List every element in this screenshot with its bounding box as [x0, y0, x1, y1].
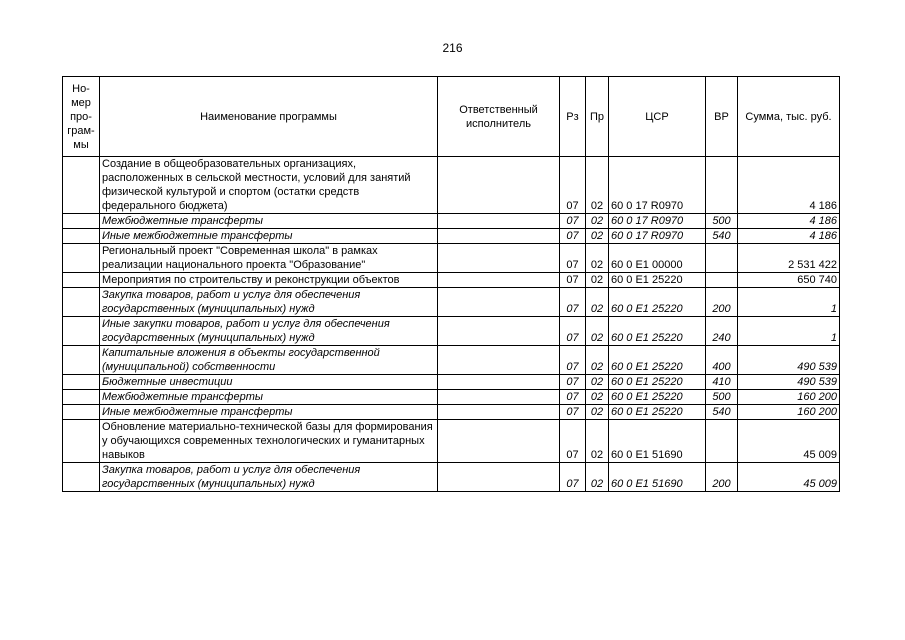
cell-name: Мероприятия по строительству и реконструкции объектов	[100, 273, 438, 288]
cell-number	[63, 317, 100, 346]
table-row	[63, 244, 840, 273]
cell-rz: 07	[560, 244, 586, 273]
budget-table	[62, 76, 840, 492]
cell-responsible	[438, 405, 560, 420]
cell-csr: 60 0 17 R0970	[609, 157, 706, 214]
header-csr: ЦСР	[609, 77, 706, 157]
table-row	[63, 229, 840, 244]
cell-rz: 07	[560, 214, 586, 229]
cell-vr: 500	[706, 214, 738, 229]
cell-rz: 07	[560, 317, 586, 346]
cell-number	[63, 229, 100, 244]
cell-vr	[706, 273, 738, 288]
cell-name: Создание в общеобразовательных организациях, расположенных в сельской местности, условий для занятий физической культурой и спортом (остатки средств федерального бюджета)	[100, 157, 438, 214]
cell-number	[63, 375, 100, 390]
cell-name: Бюджетные инвестиции	[100, 375, 438, 390]
cell-responsible	[438, 346, 560, 375]
cell-name: Обновление материально-технической базы для формирования у обучающихся современных технологических и гуманитарных навыков	[100, 420, 438, 463]
cell-responsible	[438, 229, 560, 244]
cell-csr: 60 0 17 R0970	[609, 229, 706, 244]
table-row	[63, 375, 840, 390]
cell-vr: 410	[706, 375, 738, 390]
cell-csr: 60 0 E1 51690	[609, 463, 706, 492]
cell-rz: 07	[560, 157, 586, 214]
header-program-number: Но-мер про-грам-мы	[63, 77, 100, 157]
cell-vr: 200	[706, 288, 738, 317]
table-row	[63, 317, 840, 346]
cell-pr: 02	[586, 273, 609, 288]
cell-vr	[706, 157, 738, 214]
cell-vr: 540	[706, 405, 738, 420]
table-row	[63, 157, 840, 214]
table-row	[63, 420, 840, 463]
cell-rz: 07	[560, 346, 586, 375]
cell-pr: 02	[586, 244, 609, 273]
cell-responsible	[438, 463, 560, 492]
cell-sum: 4 186	[738, 229, 840, 244]
cell-rz: 07	[560, 375, 586, 390]
cell-csr: 60 0 E1 25220	[609, 346, 706, 375]
cell-sum: 4 186	[738, 214, 840, 229]
cell-pr: 02	[586, 405, 609, 420]
cell-rz: 07	[560, 288, 586, 317]
cell-pr: 02	[586, 229, 609, 244]
cell-number	[63, 346, 100, 375]
cell-rz: 07	[560, 390, 586, 405]
table-row	[63, 463, 840, 492]
cell-name: Иные межбюджетные трансферты	[100, 405, 438, 420]
cell-sum: 2 531 422	[738, 244, 840, 273]
cell-sum: 1	[738, 288, 840, 317]
cell-name: Капитальные вложения в объекты государственной (муниципальной) собственности	[100, 346, 438, 375]
cell-pr: 02	[586, 375, 609, 390]
cell-responsible	[438, 214, 560, 229]
header-sum: Сумма, тыс. руб.	[738, 77, 840, 157]
cell-responsible	[438, 288, 560, 317]
cell-pr: 02	[586, 157, 609, 214]
cell-sum: 490 539	[738, 375, 840, 390]
table-row	[63, 214, 840, 229]
cell-sum: 490 539	[738, 346, 840, 375]
cell-rz: 07	[560, 463, 586, 492]
cell-responsible	[438, 273, 560, 288]
cell-pr: 02	[586, 463, 609, 492]
table-row	[63, 288, 840, 317]
cell-name: Межбюджетные трансферты	[100, 214, 438, 229]
cell-vr	[706, 244, 738, 273]
cell-number	[63, 157, 100, 214]
header-vr: ВР	[706, 77, 738, 157]
cell-csr: 60 0 E1 25220	[609, 405, 706, 420]
cell-name: Региональный проект "Современная школа" в рамках реализации национального проекта "Образование"	[100, 244, 438, 273]
cell-vr: 500	[706, 390, 738, 405]
cell-number	[63, 420, 100, 463]
cell-name: Закупка товаров, работ и услуг для обеспечения государственных (муниципальных) нужд	[100, 288, 438, 317]
cell-csr: 60 0 E1 25220	[609, 390, 706, 405]
table-row	[63, 405, 840, 420]
page-number: 216	[442, 41, 463, 55]
cell-number	[63, 244, 100, 273]
table-row	[63, 273, 840, 288]
cell-sum: 4 186	[738, 157, 840, 214]
cell-pr: 02	[586, 214, 609, 229]
cell-name: Иные закупки товаров, работ и услуг для обеспечения государственных (муниципальных) нужд	[100, 317, 438, 346]
cell-rz: 07	[560, 420, 586, 463]
table-row	[63, 390, 840, 405]
cell-sum: 160 200	[738, 390, 840, 405]
cell-vr	[706, 420, 738, 463]
header-rz: Рз	[560, 77, 586, 157]
cell-sum: 45 009	[738, 463, 840, 492]
cell-pr: 02	[586, 420, 609, 463]
header-program-name: Наименование программы	[100, 77, 438, 157]
cell-number	[63, 288, 100, 317]
cell-number	[63, 463, 100, 492]
cell-number	[63, 390, 100, 405]
cell-csr: 60 0 E1 25220	[609, 317, 706, 346]
cell-sum: 650 740	[738, 273, 840, 288]
cell-pr: 02	[586, 317, 609, 346]
cell-responsible	[438, 390, 560, 405]
header-responsible: Ответственный исполнитель	[438, 77, 560, 157]
cell-name: Иные межбюджетные трансферты	[100, 229, 438, 244]
cell-responsible	[438, 375, 560, 390]
table-header-row	[63, 77, 840, 157]
cell-csr: 60 0 17 R0970	[609, 214, 706, 229]
cell-responsible	[438, 244, 560, 273]
cell-sum: 1	[738, 317, 840, 346]
cell-name: Межбюджетные трансферты	[100, 390, 438, 405]
cell-responsible	[438, 317, 560, 346]
cell-pr: 02	[586, 346, 609, 375]
cell-sum: 160 200	[738, 405, 840, 420]
cell-pr: 02	[586, 390, 609, 405]
cell-vr: 240	[706, 317, 738, 346]
cell-csr: 60 0 E1 51690	[609, 420, 706, 463]
cell-sum: 45 009	[738, 420, 840, 463]
cell-responsible	[438, 157, 560, 214]
cell-number	[63, 273, 100, 288]
cell-vr: 200	[706, 463, 738, 492]
cell-pr: 02	[586, 288, 609, 317]
header-pr: Пр	[586, 77, 609, 157]
cell-number	[63, 405, 100, 420]
cell-name: Закупка товаров, работ и услуг для обеспечения государственных (муниципальных) нужд	[100, 463, 438, 492]
cell-csr: 60 0 E1 25220	[609, 375, 706, 390]
cell-vr: 540	[706, 229, 738, 244]
cell-vr: 400	[706, 346, 738, 375]
cell-responsible	[438, 420, 560, 463]
cell-rz: 07	[560, 273, 586, 288]
cell-csr: 60 0 E1 25220	[609, 273, 706, 288]
table-row	[63, 346, 840, 375]
cell-csr: 60 0 E1 25220	[609, 288, 706, 317]
cell-number	[63, 214, 100, 229]
cell-rz: 07	[560, 405, 586, 420]
cell-rz: 07	[560, 229, 586, 244]
cell-csr: 60 0 E1 00000	[609, 244, 706, 273]
